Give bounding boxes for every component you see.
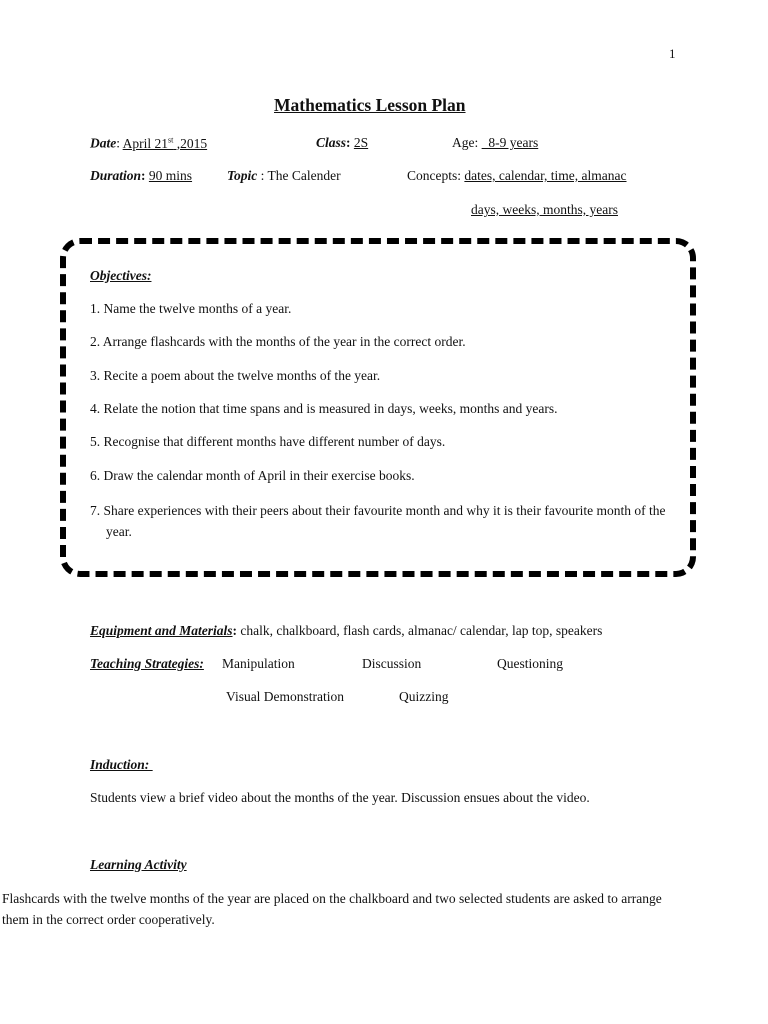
equipment-separator: :: [232, 623, 238, 638]
objectives-heading: Objectives:: [90, 268, 152, 283]
date-value: [123, 136, 207, 151]
objective-item-1: 1. Name the twelve months of a year.: [90, 301, 292, 316]
strategy-item: Visual Demonstration: [226, 689, 345, 704]
concepts-label: Concepts:: [407, 168, 465, 183]
objective-item-7: 7. Share experiences with their peers about their favourite month and why it is their favourite month of the year.: [90, 503, 666, 539]
strategies-label: Teaching Strategies:: [90, 656, 204, 671]
date-day: April 21: [122, 135, 169, 151]
strategy-item: Discussion: [362, 656, 422, 671]
date-field: [90, 135, 207, 152]
date-year: ,2015: [173, 135, 208, 151]
induction-heading: Induction:: [90, 757, 153, 772]
equipment-value: chalk, chalkboard, flash cards, almanac/ calendar, lap top, speakers: [237, 623, 603, 638]
duration-separator: :: [141, 168, 149, 183]
equipment-label: Equipment and Materials: [90, 623, 233, 638]
concepts-field: [407, 168, 627, 184]
induction-text: Students view a brief video about the months of the year. Discussion ensues about the video.: [90, 790, 590, 805]
class-separator: :: [346, 135, 354, 150]
topic-label: Topic: [227, 168, 258, 183]
class-value: 2S: [353, 135, 369, 150]
objective-item-5: 5. Recognise that different months have different number of days.: [90, 434, 446, 449]
class-field: [316, 135, 368, 151]
age-field: [452, 135, 538, 151]
age-label: Age:: [452, 135, 479, 150]
topic-value: : The Calender: [257, 168, 341, 183]
objective-item-4: 4. Relate the notion that time spans and is measured in days, weeks, months and years.: [90, 401, 558, 416]
learning-activity-text: Flashcards with the twelve months of the year are placed on the chalkboard and two selected students are asked to arrange them in the correct order cooperatively.: [2, 891, 662, 927]
date-separator: :: [116, 135, 123, 151]
class-label: Class: [316, 135, 347, 150]
strategy-item: Manipulation: [222, 656, 295, 671]
duration-value: 90 mins: [148, 168, 193, 183]
page-number: 1: [669, 46, 676, 61]
strategy-item: Questioning: [497, 656, 563, 671]
objective-item-3: 3. Recite a poem about the twelve months of the year.: [90, 368, 381, 383]
objective-item-6: 6. Draw the calendar month of April in their exercise books.: [90, 468, 415, 483]
strategy-item: Quizzing: [399, 689, 449, 704]
date-label: Date: [90, 135, 117, 151]
objective-item-2: 2. Arrange flashcards with the months of the year in the correct order.: [90, 334, 466, 349]
equipment-line: [90, 623, 602, 639]
topic-field: [227, 168, 341, 184]
document-title: Mathematics Lesson Plan: [274, 95, 466, 115]
duration-label: Duration: [90, 168, 142, 183]
age-value: 8-9 years: [481, 135, 539, 150]
date-ordinal: st: [168, 135, 174, 144]
concepts-line-2: days, weeks, months, years: [471, 202, 618, 217]
concepts-line-1: dates, calendar, time, almanac: [464, 168, 627, 183]
learning-activity-heading: Learning Activity: [90, 857, 187, 872]
duration-field: [90, 168, 192, 184]
